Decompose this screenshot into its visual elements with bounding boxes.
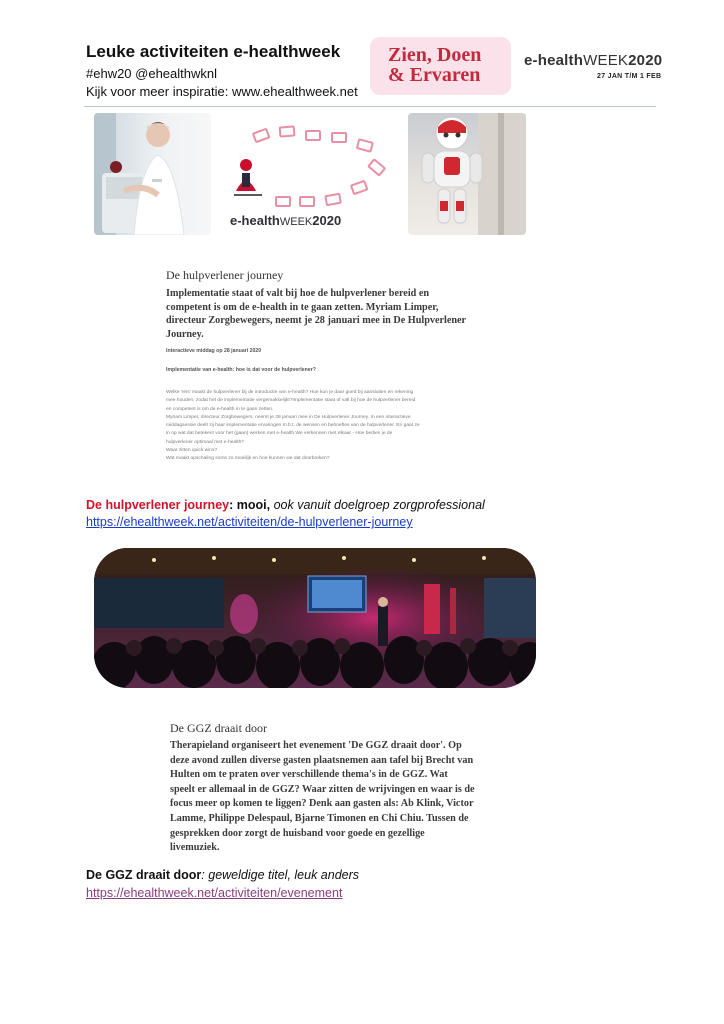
ehealthweek-logo xyxy=(524,52,662,69)
logo-dates: 27 JAN T/M 1 FEB xyxy=(597,73,662,80)
article1-caption xyxy=(86,498,485,512)
logo-thin: WEEK xyxy=(583,52,629,69)
article2-link[interactable]: https://ehealthweek.net/activiteiten/evenement xyxy=(86,886,343,900)
article1-body xyxy=(166,389,456,464)
article2-lead-line: gesprekken door zorgt de huisband voor goede en gezellige xyxy=(170,827,425,839)
page-title: Leuke activiteiten e-healthweek xyxy=(86,42,341,61)
inspiration-line: Kijk voor meer inspiratie: www.ehealthweek.net xyxy=(86,84,358,99)
nurse-photo xyxy=(94,113,211,235)
robot-photo xyxy=(408,113,526,235)
article1-meta-question: Implementatie van e-health: hoe is dat voor de hulpverlener? xyxy=(166,367,316,373)
article2-caption xyxy=(86,868,359,882)
article1-caption-title: De hulpverlener journey xyxy=(86,498,230,512)
article2-caption-title: De GGZ draait door xyxy=(86,868,202,882)
article1-body-line: in op wat dat betekent voor het (gaan) werken met e-health.We verkennen met elkaar - Hoe bedien je de xyxy=(166,431,393,437)
article1-title: De hulpverlener journey xyxy=(166,268,284,282)
article1-body-line: Welke 'reis' maakt de hulpverlener bij de introductie van e-health? Hoe kun je daar goed bij aansluiten en rekening xyxy=(166,390,414,395)
article2-caption-note: : geweldige titel, leuk anders xyxy=(201,868,360,882)
article2-lead-line: focus meer op komen te liggen? Denk aan gasten als: Ab Klink, Victor xyxy=(170,798,474,810)
article1-body-line: Waar zitten quick wins? xyxy=(166,448,218,454)
article1-body-line: mee houden, zodat het de implementatie vergemakkelijkt?Implementatie staat of valt bij hoe de hulpverlener bereid xyxy=(166,398,416,404)
article1-body-line: middagsessie deelt zij haar implementatie ervaringen m.b.t. de wensen en behoeftes van de hulpverlener. En gaat ze xyxy=(166,423,420,429)
article2-lead-line: speelt er allemaal in de GGZ? Waar zitten de wrijvingen en waar is de xyxy=(170,783,475,795)
badge-line-2: & Ervaren xyxy=(388,64,481,86)
event-stage-photo xyxy=(94,548,536,688)
logo-year: 2020 xyxy=(628,52,663,69)
article1-body-line: hulpverlener optimaal met e-health? xyxy=(166,439,245,445)
logo-bold: e-health xyxy=(524,52,584,69)
article1-body-line: Wat maakt opschaling soms zo moeilijk en hoe kunnen we dat doorbreken? xyxy=(166,456,330,462)
header-divider xyxy=(84,106,656,107)
article1-lead: Implementatie staat of valt bij hoe de hulpverlener bereid en competent is om de e-health in te gaan zetten. Myriam Limper, directeur Zorgbewegers, neemt je 28 januari mee in De Hulpverlener Journey. xyxy=(166,288,466,340)
badge-line-1: Zien, Doen xyxy=(388,44,482,66)
center-logo-thin: WEEK xyxy=(279,216,313,228)
article1-link[interactable]: https://ehealthweek.net/activiteiten/de-hulpverlener-journey xyxy=(86,515,413,529)
center-logo-year: 2020 xyxy=(312,213,342,228)
article2-lead-line: Hulten om te praten over verschillende thema's in de GGZ. Wat xyxy=(170,769,448,781)
zien-doen-ervaren-badge xyxy=(370,37,511,95)
article1-caption-note: ook vanuit doelgroep zorgprofessional xyxy=(273,498,485,512)
article1-caption-mooi: : mooi, xyxy=(229,498,274,512)
article2-title: De GGZ draait door xyxy=(170,721,267,735)
article2-lead-line: Lamme, Philippe Delespaul, Bjarne Timonen en Chi Chiu. Tussen de xyxy=(170,812,469,824)
article2-lead-line: livemuziek. xyxy=(170,842,220,854)
article1-body-line: en competent is om de e-health in te gaan zetten. xyxy=(166,406,274,412)
article2-lead xyxy=(170,739,480,856)
article2-lead-line: Therapieland organiseert het evenement 'De GGZ draait door'. Op xyxy=(170,740,462,751)
article1-body-line: Myriam Limper, directeur Zorgbewegers, neemt je 28 januari mee in De Hulpverlener Journey. In een interactieve xyxy=(166,414,411,420)
center-logo xyxy=(230,213,341,228)
center-logo-bold: e-health xyxy=(230,213,280,228)
article1-meta-date: Interactieve middag op 28 januari 2020 xyxy=(166,348,262,354)
article2-lead-line: deze avond zullen diverse gasten plaatsnemen aan tafel bij Brecht van xyxy=(170,754,474,766)
hashtags: #ehw20 @ehealthwknl xyxy=(86,66,218,81)
